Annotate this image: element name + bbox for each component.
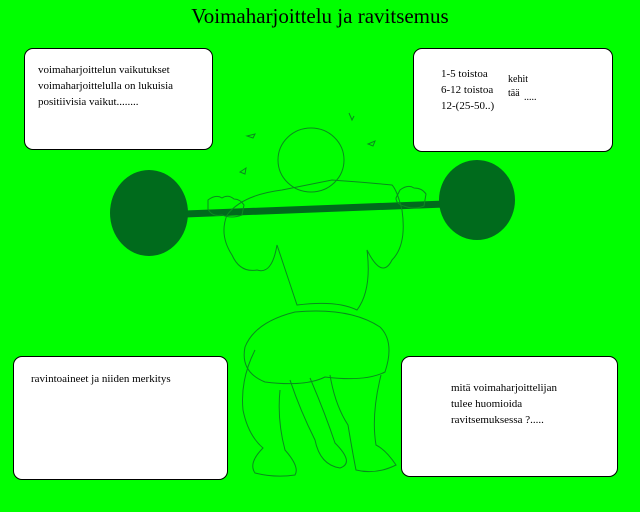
- nutrition-considerations-box: [401, 356, 618, 477]
- barbell-bar: [185, 204, 445, 214]
- box-text-line: voimaharjoittelun vaikutukset: [38, 64, 170, 76]
- left-weight-plate: [110, 170, 188, 256]
- rep-range: 1-5 toistoa: [441, 68, 488, 80]
- nutrients-box: [13, 356, 228, 480]
- figure-hips: [244, 311, 389, 384]
- develop-note: [508, 73, 537, 103]
- box-text-line: ravintoaineet ja niiden merkitys: [31, 373, 171, 385]
- develop-note-dots: .....: [524, 92, 537, 103]
- develop-note-part1: kehit: [508, 74, 528, 85]
- strength-effects-box: [24, 48, 213, 150]
- figure-head: [278, 128, 344, 192]
- page-title: Voimaharjoittelu ja ravitsemus: [191, 4, 449, 28]
- box-text-line: tulee huomioida: [451, 398, 523, 410]
- sweat-drop: [349, 113, 354, 120]
- sweat-drop: [247, 134, 255, 138]
- figure-right-leg: [330, 375, 396, 472]
- figure-middle-leg: [290, 378, 346, 468]
- figure-left-leg: [243, 350, 297, 476]
- rep-range: 6-12 toistoa: [441, 84, 494, 96]
- repetitions-box: [413, 48, 613, 152]
- box-text-line: voimaharjoittelulla on lukuisia: [38, 80, 174, 92]
- repetition-list: [441, 66, 494, 114]
- figure-torso: [224, 180, 403, 310]
- rep-range: 12-(25-50..): [441, 100, 495, 112]
- box-text-line: positiivisia vaikut........: [38, 96, 139, 108]
- sweat-drop: [368, 141, 375, 146]
- right-weight-plate: [439, 160, 515, 240]
- box-text-line: mitä voimaharjoittelijan: [451, 382, 557, 394]
- box-text-line: ravitsemuksessa ?.....: [451, 414, 544, 426]
- sweat-drop: [240, 168, 246, 174]
- develop-note-part2: tää: [508, 88, 520, 99]
